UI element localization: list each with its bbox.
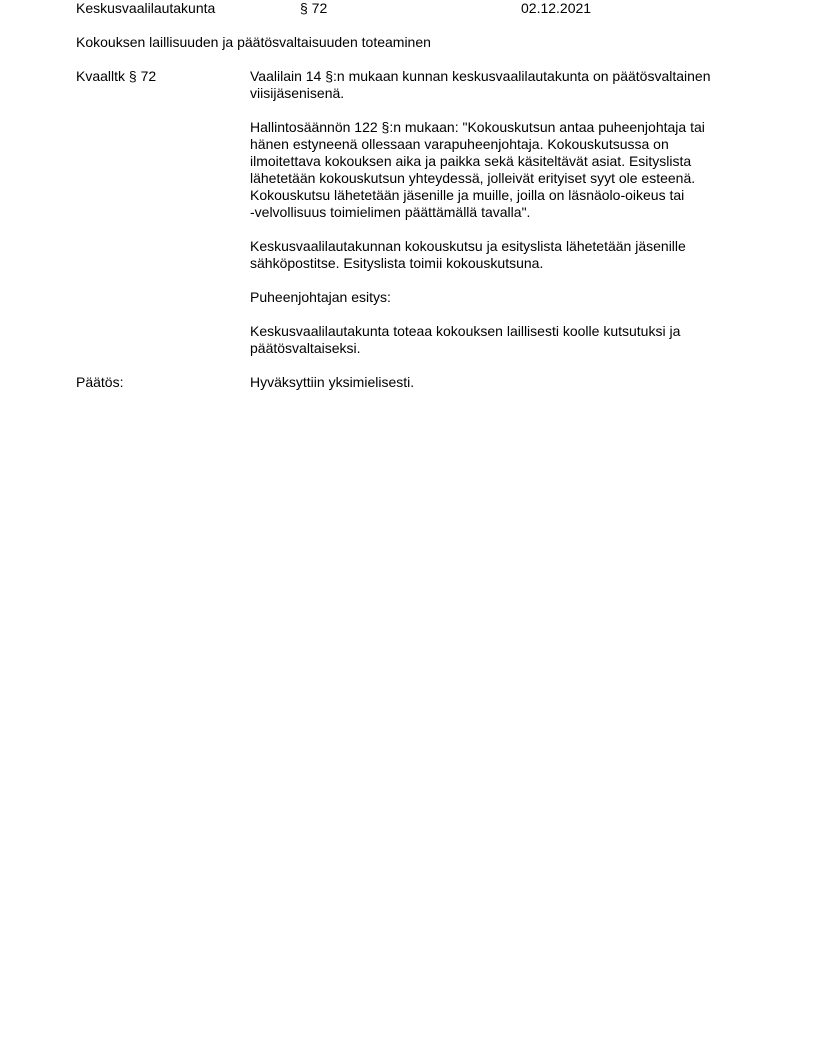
decision-label: Päätös: — [76, 374, 124, 390]
proposal-heading: Puheenjohtajan esitys: — [250, 289, 391, 305]
header-organization: Keskusvaalilautakunta — [76, 0, 216, 16]
paragraph-1-line-2: viisijäsenisenä. — [250, 85, 345, 101]
paragraph-1 — [250, 68, 740, 102]
paragraph-2-line-2: hänen estyneenä ollessaan varapuheenjohtaja. Kokouskutsussa on — [250, 136, 669, 152]
paragraph-2-line-1: Hallintosäännön 122 §:n mukaan: "Kokouskutsun antaa puheenjohtaja tai — [250, 119, 705, 135]
paragraph-3 — [250, 238, 740, 272]
paragraph-2-line-3: ilmoitettava kokouksen aika ja paikka sekä käsiteltävät asiat. Esityslista — [250, 153, 692, 169]
paragraph-2 — [250, 119, 740, 221]
header-section-number: § 72 — [300, 0, 328, 16]
paragraph-1-line-1: Vaalilain 14 §:n mukaan kunnan keskusvaalilautakunta on päätösvaltainen — [250, 68, 711, 84]
proposal-text-line-1: Keskusvaalilautakunta toteaa kokouksen laillisesti koolle kutsutuksi ja — [250, 323, 681, 339]
header-date: 02.12.2021 — [521, 0, 592, 16]
paragraph-3-line-1: Keskusvaalilautakunnan kokouskutsu ja esityslista lähetetään jäsenille — [250, 238, 686, 254]
paragraph-2-line-4: lähetetään kokouskutsun yhteydessä, jolleivät erityiset syyt ole esteenä. — [250, 170, 696, 186]
proposal-text — [250, 323, 740, 357]
proposal-text-line-2: päätösvaltaiseksi. — [250, 340, 361, 356]
reference-label: Kvaalltk § 72 — [76, 68, 157, 84]
paragraph-2-line-5: Kokouskutsu lähetetään jäsenille ja muille, joilla on läsnäolo-oikeus tai — [250, 187, 685, 203]
paragraph-2-line-6: -velvollisuus toimielimen päättämällä tavalla". — [250, 204, 531, 220]
item-title: Kokouksen laillisuuden ja päätösvaltaisuuden toteaminen — [76, 34, 431, 50]
decision-text: Hyväksyttiin yksimielisesti. — [250, 374, 415, 390]
paragraph-3-line-2: sähköpostitse. Esityslista toimii kokouskutsuna. — [250, 255, 544, 271]
